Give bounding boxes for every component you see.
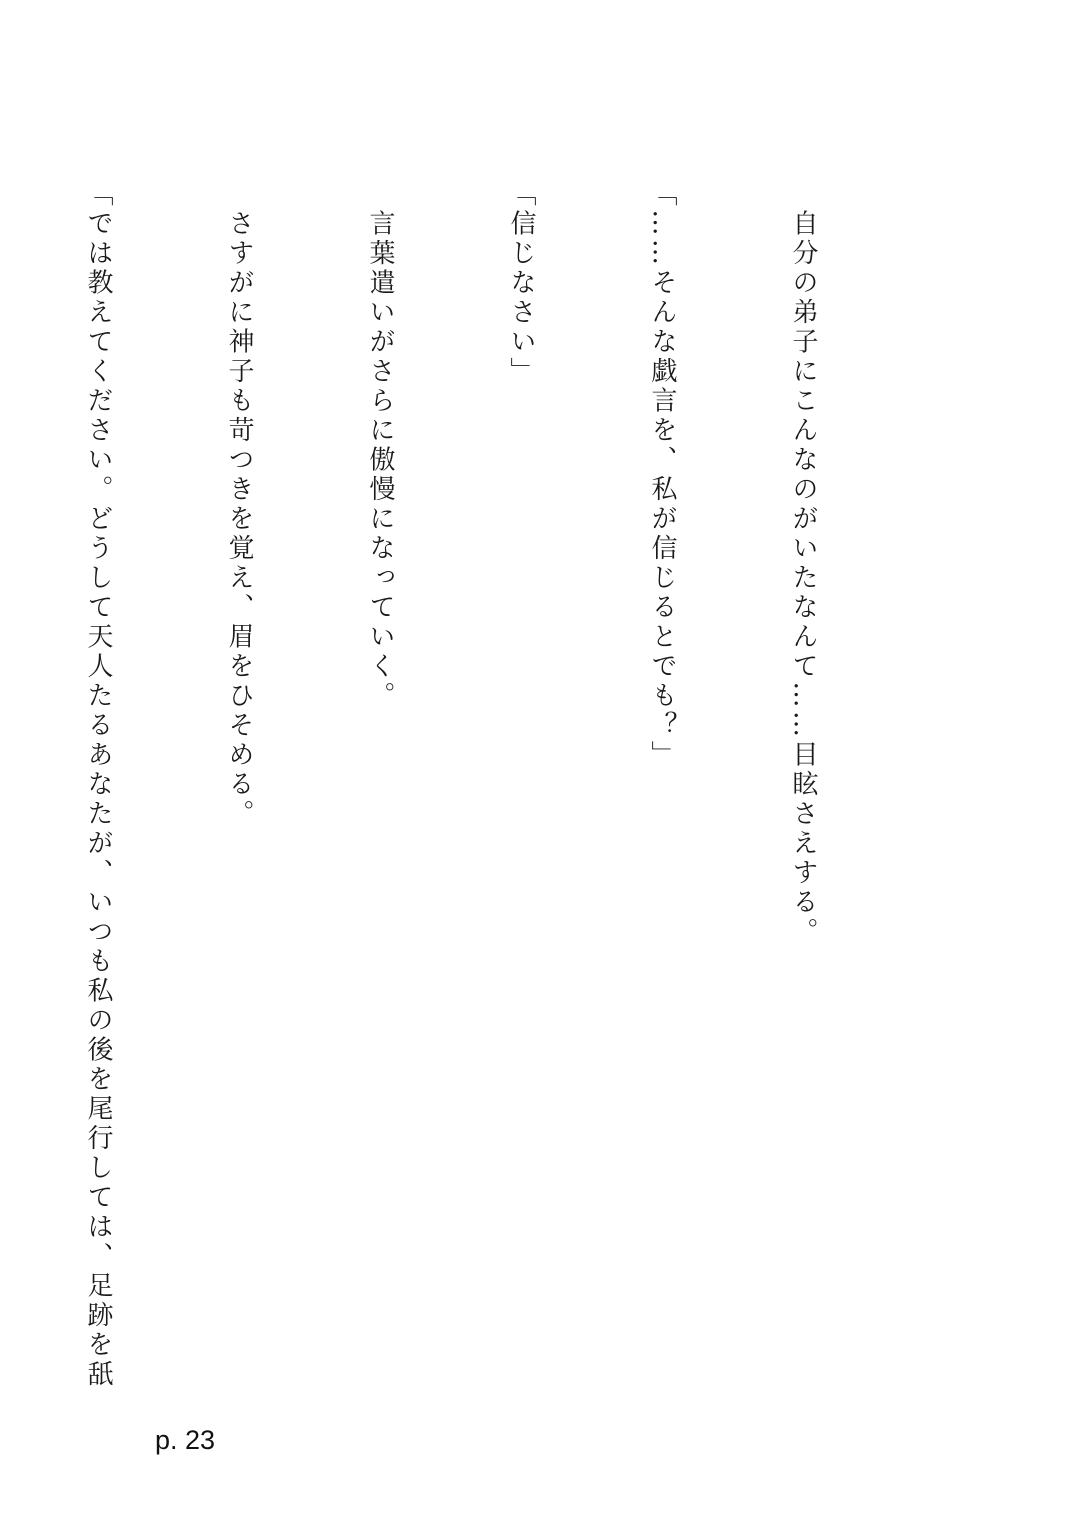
page-number: p. 23 [155,1425,216,1455]
text-line: 言葉遣いがさらに傲慢になっていく。 [365,180,395,711]
text-line: 「信じなさい」 [506,180,536,387]
text-line: 自分の弟子にこんなのがいたなんて……目眩さえする。 [788,180,818,947]
text-line: 「……そんな戯言を、私が信じるとでも？」 [647,180,677,770]
text-line: さすがに神子も苛つきを覚え、眉をひそめる。 [224,180,254,829]
text-line: 「では教えてください。どうして天人たるあなたが、いつも私の後を尾行しては、足跡を舐 [83,180,113,1390]
vertical-body-text [0,180,920,1390]
